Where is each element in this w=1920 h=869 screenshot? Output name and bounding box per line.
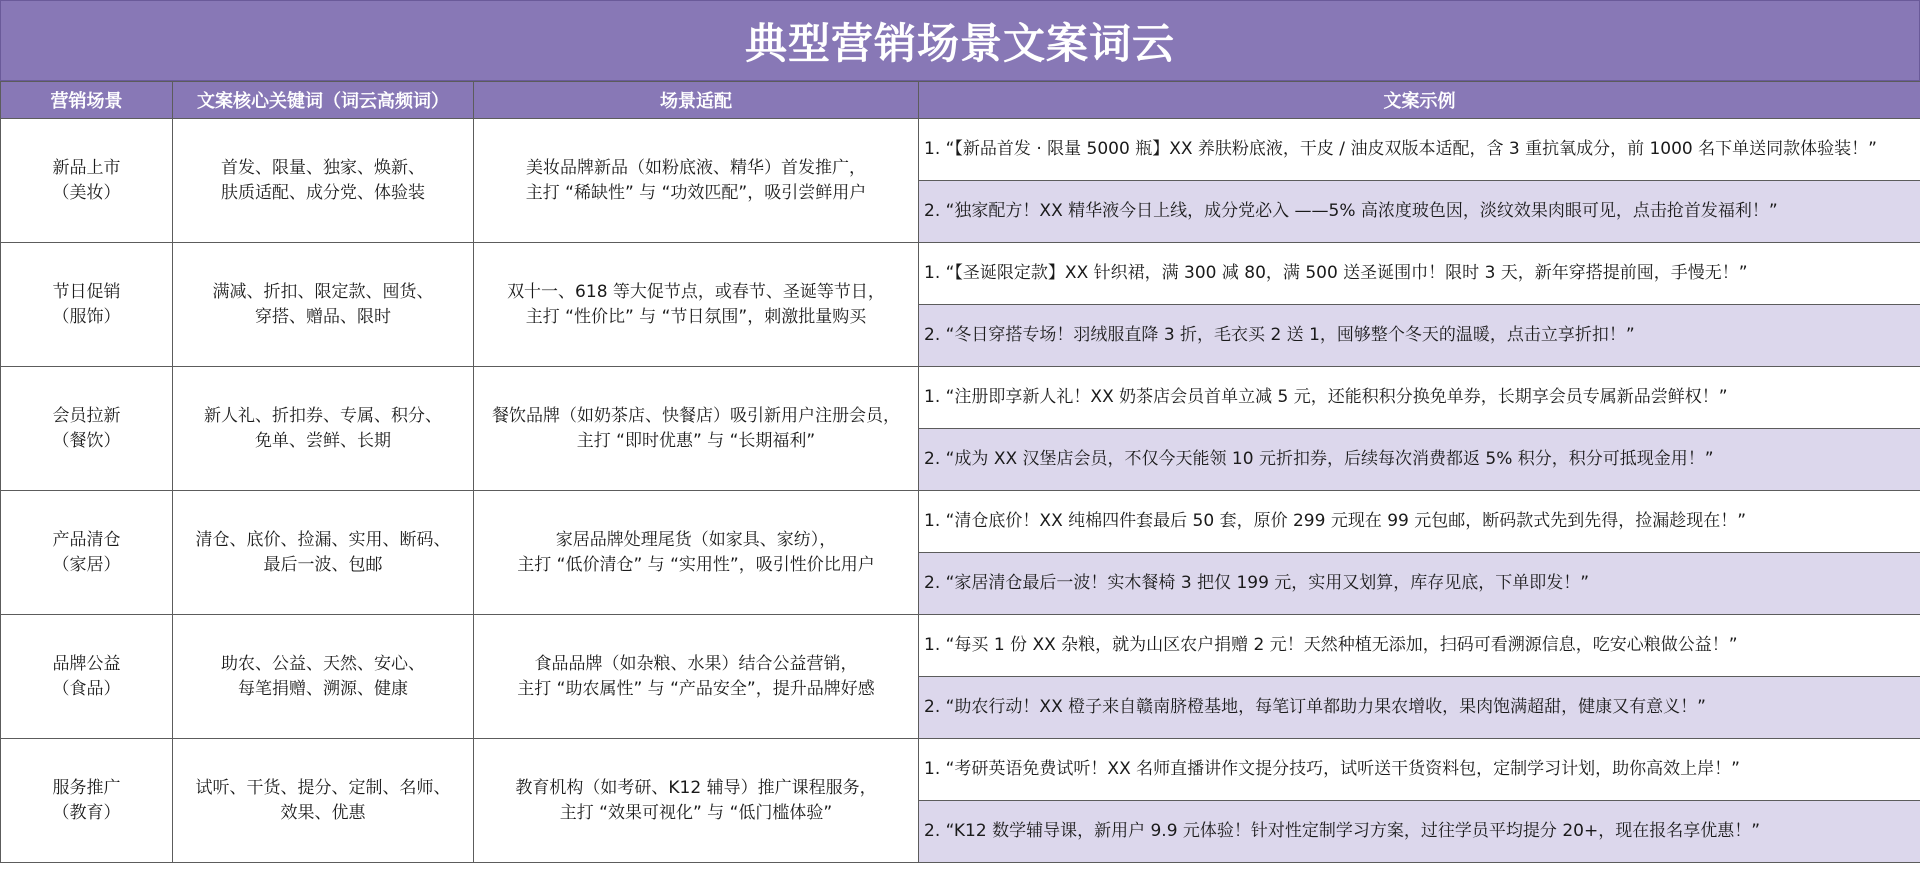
- keywords-cell-line: 清仓、底价、捡漏、实用、断码、: [195, 529, 451, 550]
- example-cell[interactable]: 2. “助农行动！XX 橙子来自赣南脐橙基地，每笔订单都助力果农增收，果肉饱满超甜，健康又有意义！”: [919, 677, 1920, 739]
- scene-cell-line: （餐饮）: [52, 430, 121, 451]
- example-cell[interactable]: 2. “家居清仓最后一波！实木餐椅 3 把仅 199 元，实用又划算，库存见底，下单即发！”: [919, 553, 1920, 615]
- fit-cell-line: 食品品牌（如杂粮、水果）结合公益营销，: [534, 653, 858, 674]
- header-scene: 营销场景: [1, 82, 173, 119]
- scene-cell-line: 节日促销: [52, 281, 121, 302]
- scene-cell-line: 新品上市: [52, 157, 121, 178]
- keywords-cell[interactable]: [173, 119, 474, 243]
- header-examples: 文案示例: [919, 82, 1920, 119]
- fit-cell-line: 主打 “即时优惠” 与 “长期福利”: [576, 430, 816, 451]
- fit-cell-line: 主打 “效果可视化” 与 “低门槛体验”: [559, 802, 833, 823]
- keywords-cell-line: 首发、限量、独家、焕新、: [221, 157, 425, 178]
- example-cell[interactable]: 1. “【圣诞限定款】XX 针织裙，满 300 减 80，满 500 送圣诞围巾！限时 3 天，新年穿搭提前囤，手慢无！”: [919, 243, 1920, 305]
- marketing-table: [0, 81, 1920, 863]
- fit-cell-line: 双十一、618 等大促节点，或春节、圣诞等节日，: [507, 281, 885, 302]
- keywords-cell[interactable]: [173, 491, 474, 615]
- scene-cell-line: 会员拉新: [52, 405, 121, 426]
- header-fit: 场景适配: [474, 82, 919, 119]
- scene-cell[interactable]: [1, 739, 173, 863]
- fit-cell[interactable]: [474, 243, 919, 367]
- table-row: [1, 491, 1920, 553]
- keywords-cell-line: 免单、尝鲜、长期: [255, 430, 391, 451]
- scene-cell-line: （教育）: [52, 802, 121, 823]
- keywords-cell-line: 穿搭、赠品、限时: [255, 306, 391, 327]
- scene-cell-line: （美妆）: [52, 182, 121, 203]
- table-row: [1, 119, 1920, 181]
- header-row: [1, 82, 1920, 119]
- header-keywords: 文案核心关键词（词云高频词）: [173, 82, 474, 119]
- example-cell[interactable]: 1. “注册即享新人礼！XX 奶茶店会员首单立减 5 元，还能积积分换免单券，长期享会员专属新品尝鲜权！”: [919, 367, 1920, 429]
- scene-cell[interactable]: [1, 491, 173, 615]
- keywords-cell[interactable]: [173, 367, 474, 491]
- example-cell[interactable]: 2. “成为 XX 汉堡店会员，不仅今天能领 10 元折扣券，后续每次消费都返 5% 积分，积分可抵现金用！”: [919, 429, 1920, 491]
- scene-cell[interactable]: [1, 243, 173, 367]
- fit-cell[interactable]: [474, 367, 919, 491]
- scene-cell-line: （家居）: [52, 554, 121, 575]
- scene-cell[interactable]: [1, 119, 173, 243]
- scene-cell-line: 品牌公益: [52, 653, 121, 674]
- scene-cell-line: 产品清仓: [52, 529, 121, 550]
- keywords-cell-line: 满减、折扣、限定款、囤货、: [212, 281, 434, 302]
- scene-cell-line: （服饰）: [52, 306, 121, 327]
- fit-cell[interactable]: [474, 119, 919, 243]
- scene-cell[interactable]: [1, 367, 173, 491]
- fit-cell-line: 主打 “低价清仓” 与 “实用性”，吸引性价比用户: [517, 554, 875, 575]
- example-cell[interactable]: 1. “每买 1 份 XX 杂粮，就为山区农户捐赠 2 元！天然种植无添加，扫码可看溯源信息，吃安心粮做公益！”: [919, 615, 1920, 677]
- keywords-cell-line: 每笔捐赠、溯源、健康: [238, 678, 408, 699]
- fit-cell-line: 家居品牌处理尾货（如家具、家纺），: [555, 529, 837, 550]
- table-body: [1, 119, 1920, 863]
- keywords-cell[interactable]: [173, 739, 474, 863]
- scene-cell-line: 服务推广: [52, 777, 121, 798]
- fit-cell[interactable]: [474, 739, 919, 863]
- table-row: [1, 367, 1920, 429]
- example-cell[interactable]: 1. “考研英语免费试听！XX 名师直播讲作文提分技巧，试听送干货资料包，定制学习计划，助你高效上岸！”: [919, 739, 1920, 801]
- sheet-title: 典型营销场景文案词云: [0, 0, 1920, 81]
- fit-cell-line: 餐饮品牌（如奶茶店、快餐店）吸引新用户注册会员，: [492, 405, 900, 426]
- example-cell[interactable]: 2. “冬日穿搭专场！羽绒服直降 3 折，毛衣买 2 送 1，囤够整个冬天的温暖，点击立享折扣！”: [919, 305, 1920, 367]
- keywords-cell-line: 助农、公益、天然、安心、: [221, 653, 425, 674]
- keywords-cell-line: 效果、优惠: [280, 802, 366, 823]
- example-cell[interactable]: 1. “【新品首发 · 限量 5000 瓶】XX 养肤粉底液，干皮 / 油皮双版本适配，含 3 重抗氧成分，前 1000 名下单送同款体验装！”: [919, 119, 1920, 181]
- fit-cell-line: 美妆品牌新品（如粉底液、精华）首发推广，: [526, 157, 866, 178]
- table-row: [1, 739, 1920, 801]
- fit-cell-line: 主打 “性价比” 与 “节日氛围”，刺激批量购买: [525, 306, 867, 327]
- example-cell[interactable]: 2. “K12 数学辅导课，新用户 9.9 元体验！针对性定制学习方案，过往学员平均提分 20+，现在报名享优惠！”: [919, 801, 1920, 863]
- table-row: [1, 615, 1920, 677]
- keywords-cell-line: 试听、干货、提分、定制、名师、: [195, 777, 451, 798]
- fit-cell[interactable]: [474, 491, 919, 615]
- scene-cell-line: （食品）: [52, 678, 121, 699]
- keywords-cell[interactable]: [173, 243, 474, 367]
- scene-cell[interactable]: [1, 615, 173, 739]
- keywords-cell-line: 肤质适配、成分党、体验装: [221, 182, 425, 203]
- fit-cell[interactable]: [474, 615, 919, 739]
- example-cell[interactable]: 1. “清仓底价！XX 纯棉四件套最后 50 套，原价 299 元现在 99 元包邮，断码款式先到先得，捡漏趁现在！”: [919, 491, 1920, 553]
- keywords-cell-line: 最后一波、包邮: [263, 554, 383, 575]
- keywords-cell-line: 新人礼、折扣券、专属、积分、: [204, 405, 442, 426]
- example-cell[interactable]: 2. “独家配方！XX 精华液今日上线，成分党必入 ——5% 高浓度玻色因，淡纹效果肉眼可见，点击抢首发福利！”: [919, 181, 1920, 243]
- fit-cell-line: 主打 “稀缺性” 与 “功效匹配”，吸引尝鲜用户: [525, 182, 867, 203]
- fit-cell-line: 教育机构（如考研、K12 辅导）推广课程服务，: [515, 777, 877, 798]
- table-row: [1, 243, 1920, 305]
- keywords-cell[interactable]: [173, 615, 474, 739]
- fit-cell-line: 主打 “助农属性” 与 “产品安全”，提升品牌好感: [517, 678, 875, 699]
